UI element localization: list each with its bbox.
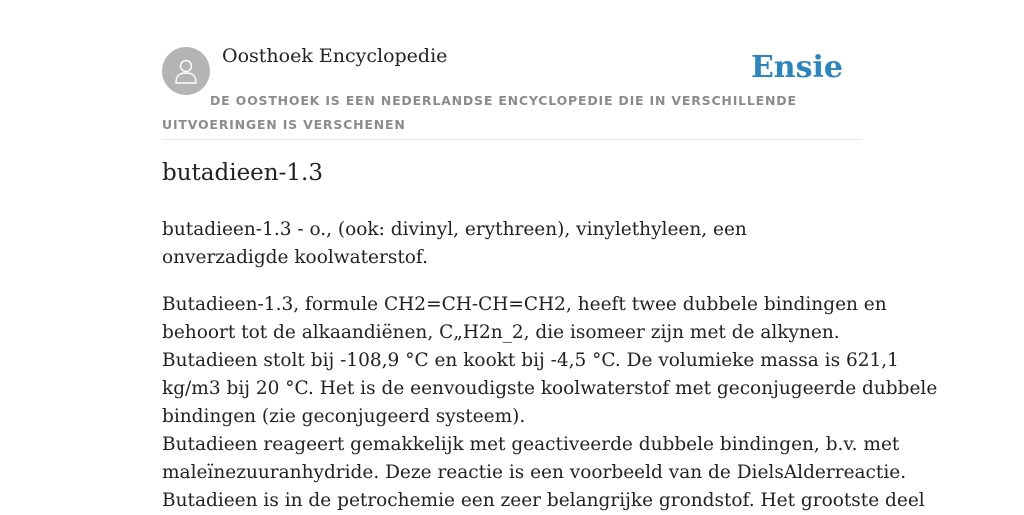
body-line: Butadieen reageert gemakkelijk met geactiveerde dubbele bindingen, b.v. met (162, 434, 900, 455)
header (162, 0, 862, 140)
page (162, 0, 938, 511)
source-name[interactable]: Oosthoek Encyclopedie (222, 45, 448, 67)
source-tagline: DE OOSTHOEK IS EEN NEDERLANDSE ENCYCLOPEDIE DIE IN VERSCHILLENDE UITVOERINGEN IS VERSCHENEN (162, 93, 797, 132)
entry-body (162, 291, 938, 515)
body-line: behoort tot de alkaandiënen, C„H2n_2, die isomeer zijn met de alkynen. (162, 322, 840, 343)
entry-definition: butadieen-1.3 - o., (ook: divinyl, erythreen), vinylethyleen, een onverzadigde koolwaterstof. (162, 219, 747, 268)
body-line: kg/m3 bij 20 °C. Het is de eenvoudigste koolwaterstof met geconjugeerde dubbele (162, 378, 938, 399)
body-line: maleïnezuuranhydride. Deze reactie is een voorbeeld van de DielsAlderreactie. (162, 462, 907, 483)
page-title: butadieen-1.3 (162, 160, 323, 186)
body-line: Butadieen-1.3, formule CH2=CH-CH=CH2, heeft twee dubbele bindingen en (162, 294, 887, 315)
body-line: Butadieen is in de petrochemie een zeer belangrijke grondstof. Het grootste deel (162, 490, 925, 511)
body-line: Butadieen stolt bij -108,9 °C en kookt bij -4,5 °C. De volumieke massa is 621,1 (162, 350, 899, 371)
brand-logo[interactable]: Ensie (750, 50, 843, 85)
user-icon (171, 56, 201, 86)
avatar[interactable] (162, 47, 210, 95)
body-line: bindingen (zie geconjugeerd systeem). (162, 406, 526, 427)
